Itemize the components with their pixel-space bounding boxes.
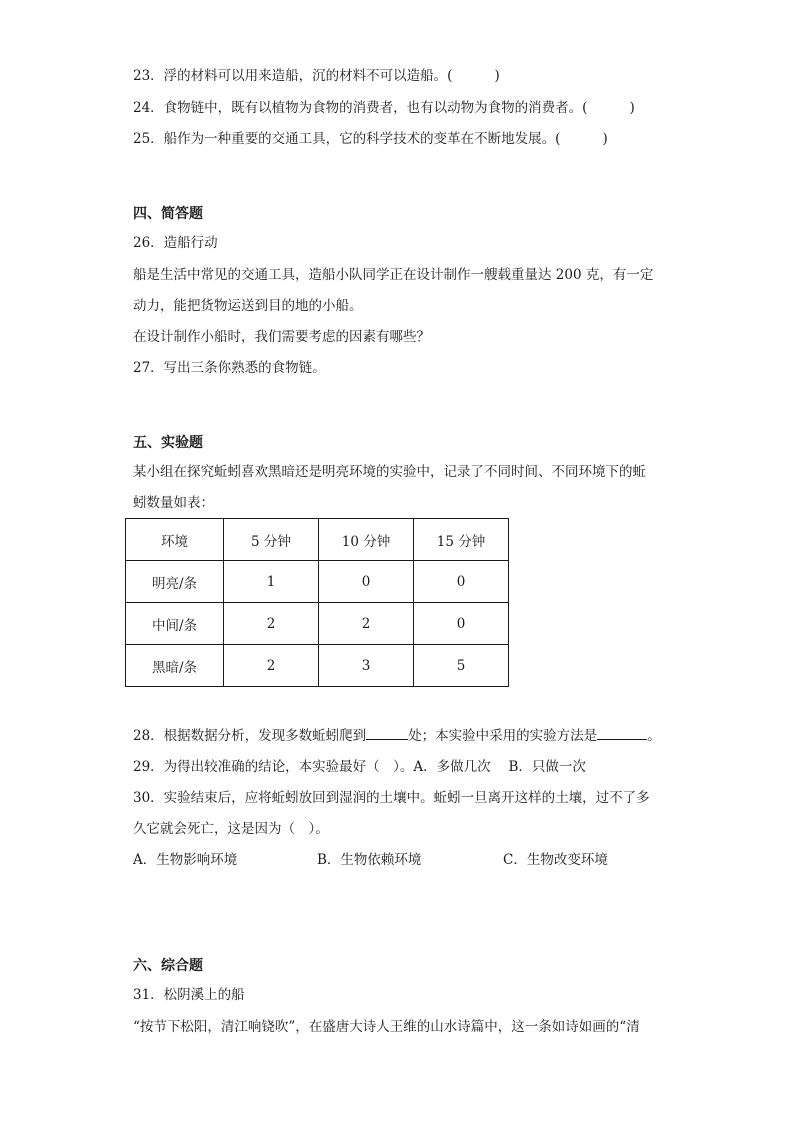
question-25 xyxy=(133,129,608,149)
table-cell: 3 xyxy=(319,645,414,687)
table-cell: 0 xyxy=(414,603,509,645)
question-26-line-2: 动力，能把货物运送到目的地的小船。 xyxy=(133,298,363,314)
experiment-intro-line-1: 某小组在探究蚯蚓喜欢黑暗还是明亮环境的实验中，记录了不同时间、不同环境下的蚯 xyxy=(133,464,646,480)
answer-blank[interactable] xyxy=(597,725,647,740)
question-24-text: 24．食物链中，既有以植物为食物的消费者，也有以动物为食物的消费者。( xyxy=(133,100,588,116)
table-header-cell: 10 分钟 xyxy=(319,519,414,561)
table-cell: 2 xyxy=(224,603,319,645)
table-cell: 黑暗/条 xyxy=(126,645,224,687)
question-24-close: ) xyxy=(629,100,635,116)
question-27: 27．写出三条你熟悉的食物链。 xyxy=(133,360,326,376)
table-cell: 2 xyxy=(319,603,414,645)
table-row xyxy=(126,603,509,645)
question-28-part-a: 28．根据数据分析，发现多数蚯蚓爬到 xyxy=(133,728,367,744)
question-26-line-1: 船是生活中常见的交通工具，造船小队同学正在设计制作一艘载重量达 200 克，有一定 xyxy=(133,267,654,283)
question-26-line-3: 在设计制作小船时，我们需要考虑的因素有哪些？ xyxy=(133,329,430,345)
table-row xyxy=(126,645,509,687)
option-c: C．生物改变环境 xyxy=(503,852,608,868)
section-6-heading: 六、综合题 xyxy=(133,958,203,974)
question-25-close: ) xyxy=(602,131,608,147)
table-header-cell: 环境 xyxy=(126,519,224,561)
question-26-title: 26．造船行动 xyxy=(133,235,218,251)
question-30-line-1: 30．实验结束后，应将蚯蚓放回到湿润的土壤中。蚯蚓一旦离开这样的土壤，过不了多 xyxy=(133,790,650,806)
option-a: A．生物影响环境 xyxy=(133,852,238,868)
earthworm-table xyxy=(125,518,509,687)
question-28-part-b: 处；本实验中采用的实验方法是 xyxy=(408,728,598,744)
table-header-cell: 5 分钟 xyxy=(224,519,319,561)
question-28-part-c: 。 xyxy=(647,728,661,744)
section-4-heading: 四、简答题 xyxy=(133,206,203,222)
question-29: 29．为得出较准确的结论，本实验最好（ ）。A．多做几次 B．只做一次 xyxy=(133,759,586,775)
table-cell: 0 xyxy=(319,561,414,603)
table-cell: 0 xyxy=(414,561,509,603)
question-23-close: ) xyxy=(494,68,500,84)
experiment-intro-line-2: 蚓数量如表： xyxy=(133,495,214,511)
question-23 xyxy=(133,66,500,86)
table-cell: 5 xyxy=(414,645,509,687)
table-row xyxy=(126,561,509,603)
section-5-heading: 五、实验题 xyxy=(133,435,203,451)
option-b: B．生物依赖环境 xyxy=(317,852,422,868)
table-cell: 明亮/条 xyxy=(126,561,224,603)
table-cell: 2 xyxy=(224,645,319,687)
question-25-text: 25．船作为一种重要的交通工具，它的科学技术的变革在不断地发展。( xyxy=(133,131,561,147)
question-23-text: 23．浮的材料可以用来造船，沉的材料不可以造船。( xyxy=(133,68,453,84)
question-30-line-2: 久它就会死亡，这是因为（ ）。 xyxy=(133,821,329,837)
table-cell: 中间/条 xyxy=(126,603,224,645)
table-cell: 1 xyxy=(224,561,319,603)
question-31-title: 31．松阴溪上的船 xyxy=(133,987,245,1003)
table-header-row xyxy=(126,519,509,561)
answer-blank[interactable] xyxy=(366,725,408,740)
table-header-cell: 15 分钟 xyxy=(414,519,509,561)
question-24 xyxy=(133,98,635,118)
question-28 xyxy=(133,725,661,746)
question-31-line-1: “按节下松阳，清江响铙吹”，在盛唐大诗人王维的山水诗篇中，这一条如诗如画的“清 xyxy=(133,1019,640,1035)
